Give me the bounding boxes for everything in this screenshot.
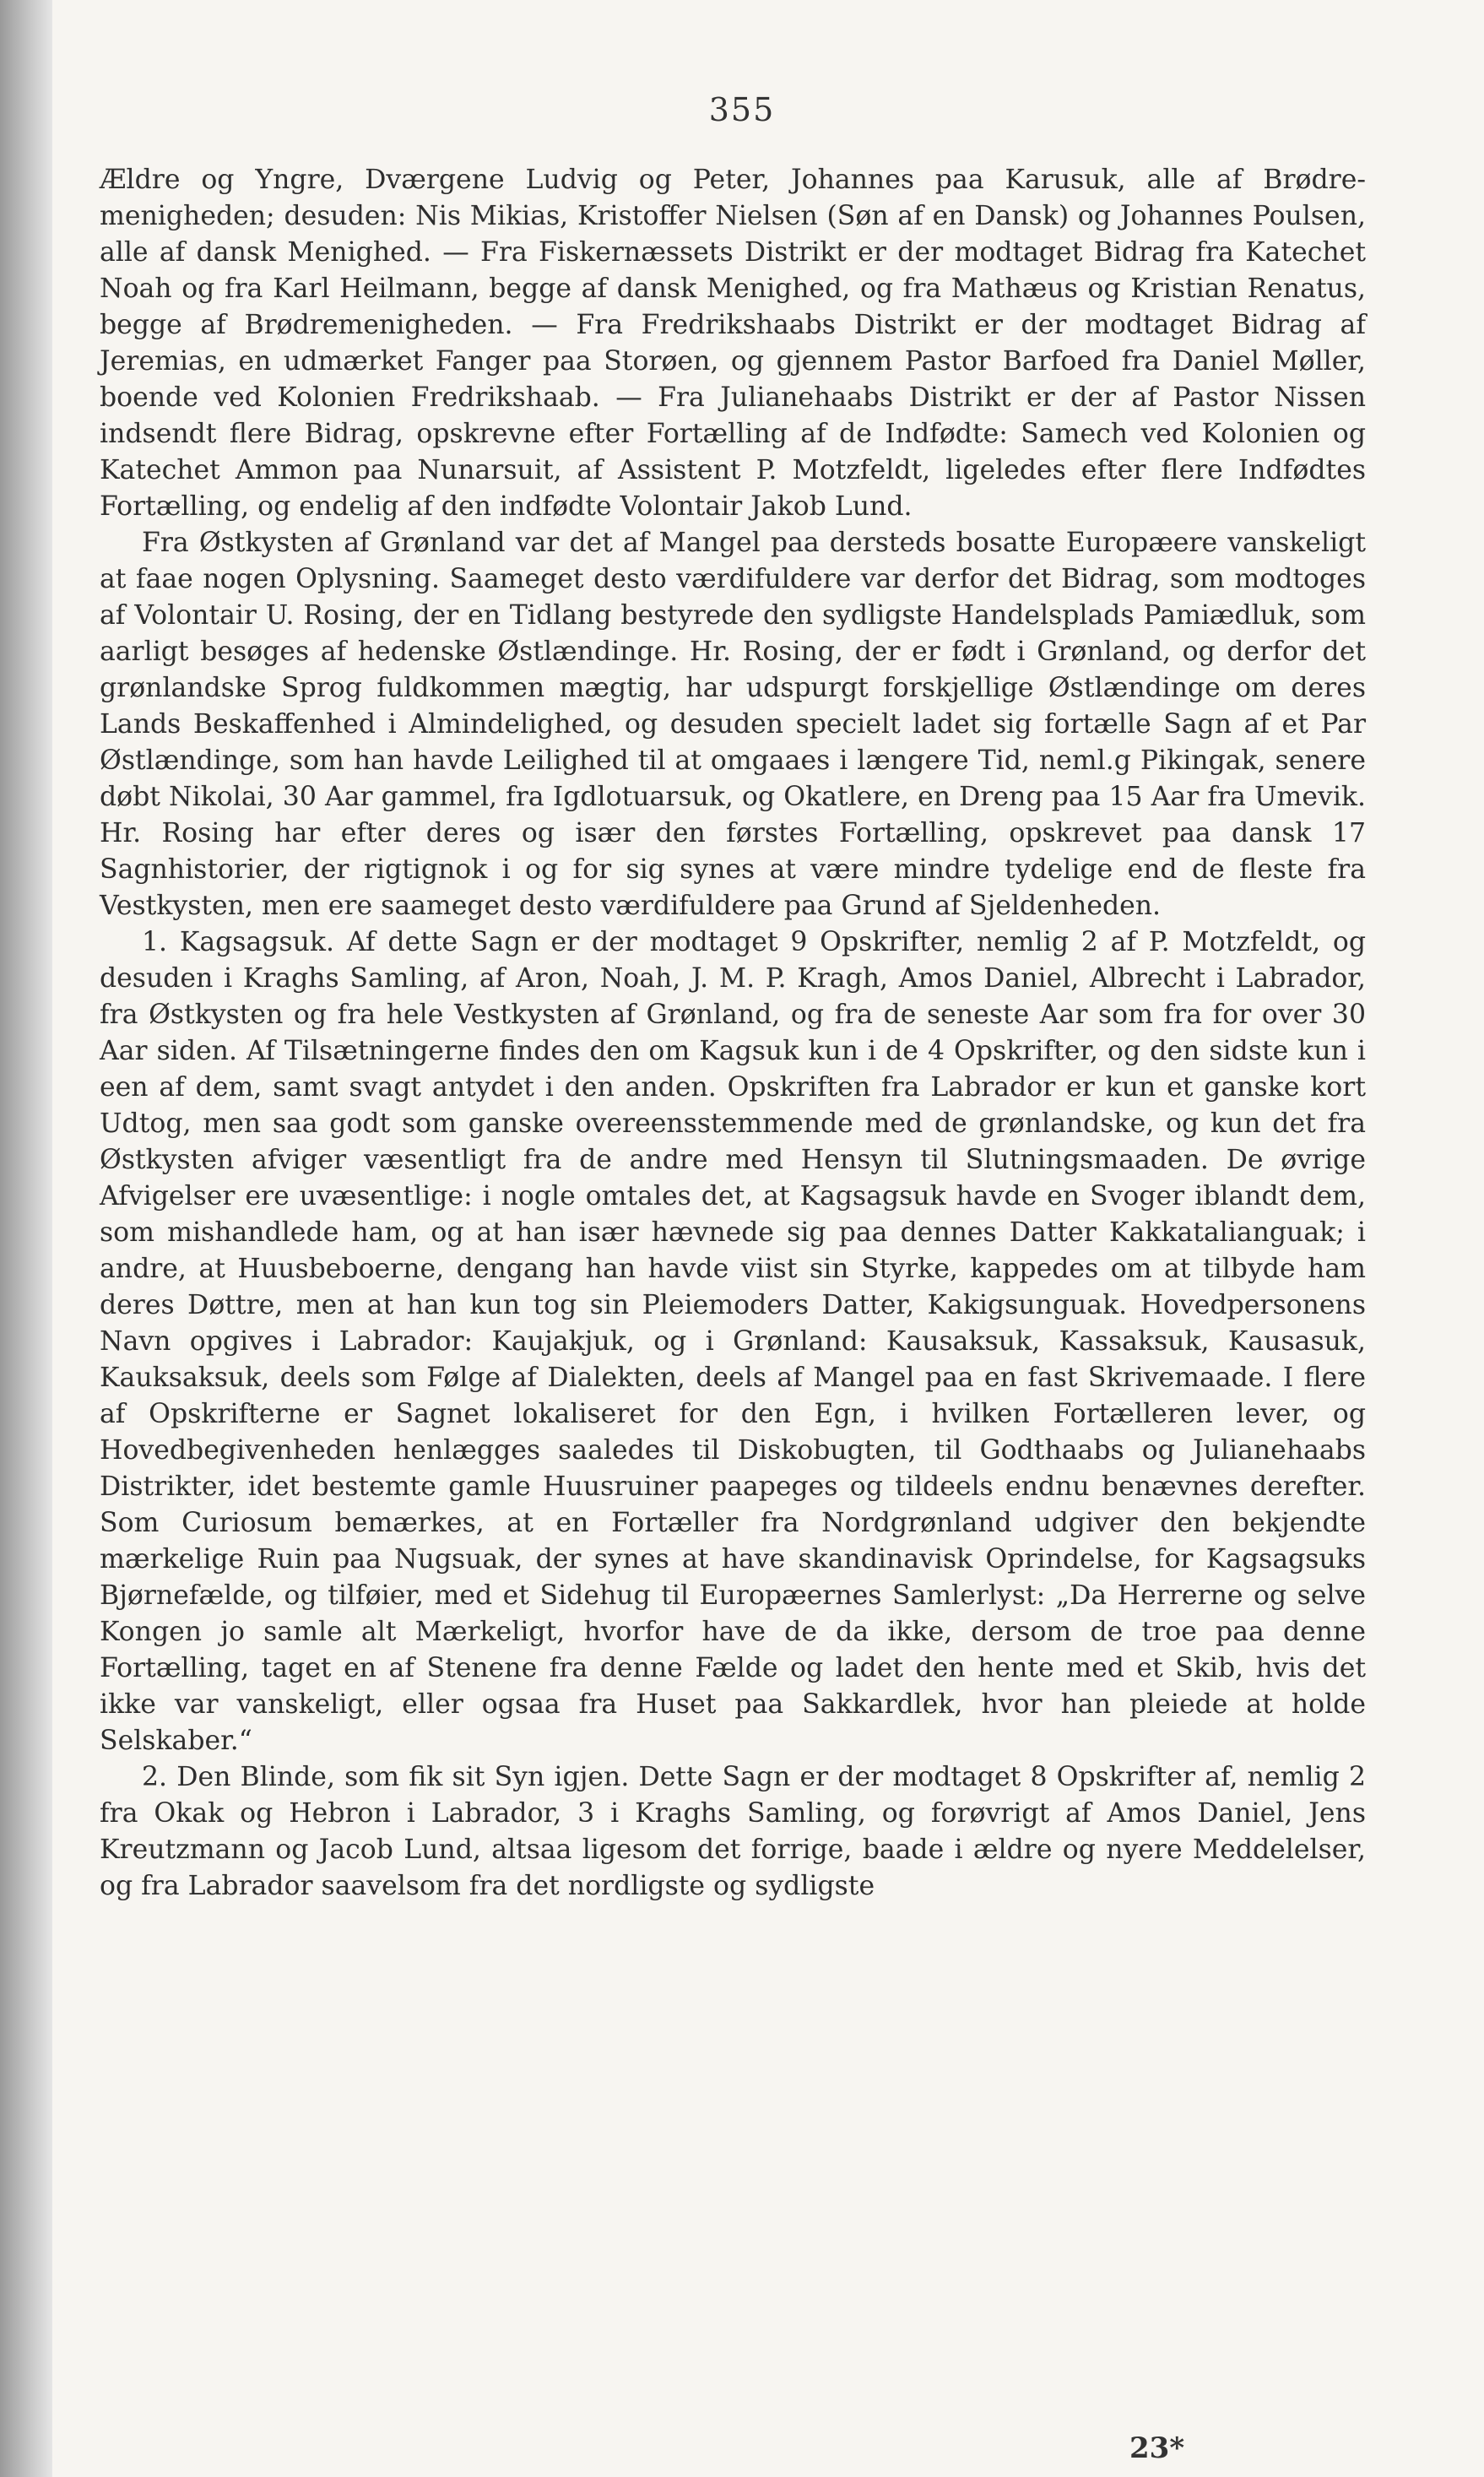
paragraph-contributors: Ældre og Yngre, Dværgene Ludvig og Peter, Johannes paa Karusuk, alle af Brødre-menigheden; desuden: Nis Mikias, Kristoffer Nielsen (Søn af en Dansk) og Johannes Poulsen, alle af dansk Menighed. — Fra Fiskernæssets Distrikt er der modtaget Bidrag fra Katechet Noah og fra Karl Heilmann, begge af dansk Menighed, og fra Mathæus og Kristian Renatus, begge af Brødremenigheden. — Fra Fredrikshaabs Distrikt er der modtaget Bidrag af Jeremias, en udmærket Fanger paa Storøen, og gjennem Pastor Barfoed fra Daniel Møller, boende ved Kolonien Fredrikshaab. — Fra Julianehaabs Distrikt er der af Pastor Nissen indsendt flere Bidrag, opskrevne efter Fortælling af de Indfødte: Samech ved Kolonien og Katechet Ammon paa Nunarsuit, af Assistent P. Motzfeldt, ligeledes efter flere Indfødtes Fortælling, og endelig af den indfødte Volontair Jakob Lund. bbox=[100, 165, 1366, 522]
body-text bbox=[100, 162, 1366, 1905]
scan-binding-edge bbox=[0, 0, 52, 2477]
page-number: 355 bbox=[708, 91, 776, 128]
paragraph-section-1: 1. Kagsagsuk. Af dette Sagn er der modtaget 9 Opskrifter, nemlig 2 af P. Motzfeldt, og desuden i Kraghs Samling, af Aron, Noah, J. M. P. Kragh, Amos Daniel, Albrecht i Labrador, fra Østkysten og fra hele Vestkysten af Grønland, og fra de seneste Aar som fra for over 30 Aar siden. Af Tilsætningerne findes den om Kagsuk kun i de 4 Opskrifter, og den sidste kun i een af dem, samt svagt antydet i den anden. Opskriften fra Labrador er kun et ganske kort Udtog, men saa godt som ganske overeensstemmende med de grønlandske, og kun det fra Østkysten afviger væsentligt fra de andre med Hensyn til Slutningsmaaden. De øvrige Afvigelser ere uvæsentlige: i nogle omtales det, at Kagsagsuk havde en Svoger iblandt dem, som mishandlede ham, og at han især hævnede sig paa dennes Datter Kakkatalianguak; i andre, at Huusbeboerne, dengang han havde viist sin Styrke, kappedes om at tilbyde ham deres Døttre, men at han kun tog sin Pleiemoders Datter, Kakigsunguak. Hovedpersonens Navn opgives i Labrador: Kaujakjuk, og i Grønland: Kausaksuk, Kassaksuk, Kausasuk, Kauksaksuk, deels som Følge af Dialekten, deels af Mangel paa en fast Skrivemaade. I flere af Opskrifterne er Sagnet lokaliseret for den Egn, i hvilken Fortælleren lever, og Hovedbegivenheden henlægges saaledes til Diskobugten, til Godthaabs og Julianehaabs Distrikter, idet bestemte gamle Huusruiner paapeges og tildeels endnu benævnes derefter. Som Curiosum bemærkes, at en Fortæller fra Nordgrønland udgiver den bekjendte mærkelige Ruin paa Nugsuak, der synes at have skandinavisk Oprindelse, for Kagsagsuks Bjørnefælde, og tilføier, med et Sidehug til Europæernes Samlerlyst: „Da Herrerne og selve Kongen jo samle alt Mærkeligt, hvorfor have de da ikke, dersom de troe paa denne Fortælling, taget en af Stenene fra denne Fælde og ladet den hente med et Skib, hvis det ikke var vanskeligt, eller ogsaa fra Huset paa Sakkardlek, hvor han pleiede at holde Selskaber.“ bbox=[100, 927, 1366, 1756]
paragraph-east-coast: Fra Østkysten af Grønland var det af Mangel paa dersteds bosatte Europæere vanskeligt at faae nogen Oplysning. Saameget desto værdifuldere var derfor det Bidrag, som modtoges af Volontair U. Rosing, der en Tidlang bestyrede den sydligste Handelsplads Pamiædluk, som aarligt besøges af hedenske Østlændinge. Hr. Rosing, der er født i Grønland, og derfor det grønlandske Sprog fuldkommen mægtig, har udspurgt forskjellige Østlændinge om deres Lands Beskaffenhed i Almindelighed, og desuden specielt ladet sig fortælle Sagn af et Par Østlændinge, som han havde Leilighed til at omgaaes i længere Tid, neml.g Pikingak, senere døbt Nikolai, 30 Aar gammel, fra Igdlotuarsuk, og Okatlere, en Dreng paa 15 Aar fra Umevik. Hr. Rosing har efter deres og især den førstes Fortælling, opskrevet paa dansk 17 Sagnhistorier, der rigtignok i og for sig synes at være mindre tydelige end de fleste fra Vestkysten, men ere saameget desto værdifuldere paa Grund af Sjeldenheden. bbox=[100, 528, 1366, 921]
paragraph-section-2: 2. Den Blinde, som fik sit Syn igjen. Dette Sagn er der modtaget 8 Opskrifter af, nemlig 2 fra Okak og Hebron i Labrador, 3 i Kraghs Samling, og forøvrigt af Amos Daniel, Jens Kreutzmann og Jacob Lund, altsaa ligesom det forrige, baade i ældre og nyere Meddelelser, og fra Labrador saavelsom fra det nordligste og sydligste bbox=[100, 1762, 1366, 1901]
signature-mark: 23* bbox=[1129, 2431, 1185, 2465]
